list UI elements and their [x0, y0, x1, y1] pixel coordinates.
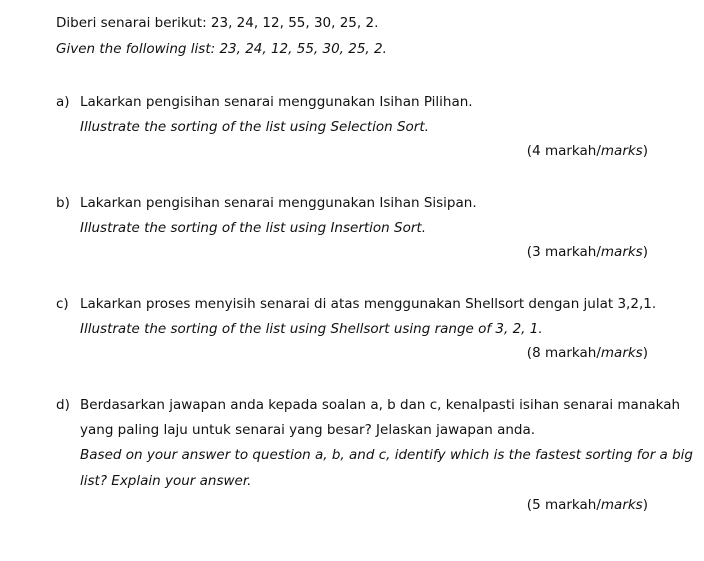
- question-a-ms: Lakarkan pengisihan senarai menggunakan Isihan Pilihan.: [80, 94, 473, 110]
- question-a-marks: (4 markah/marks): [526, 143, 648, 159]
- question-c-en: Illustrate the sorting of the list using Shellsort using range of 3, 2, 1.: [80, 321, 543, 337]
- question-b-en: Illustrate the sorting of the list using Insertion Sort.: [80, 220, 426, 236]
- question-d-en-line1: Based on your answer to question a, b, and c, identify which is the fastest sorting for a big: [80, 447, 693, 463]
- question-d-ms-line1: Berdasarkan jawapan anda kepada soalan a, b dan c, kenalpasti isihan senarai manakah: [80, 397, 681, 413]
- question-d-en-line2: list? Explain your answer.: [80, 473, 252, 489]
- question-d-marks: (5 markah/marks): [526, 497, 648, 513]
- question-c-label: c): [56, 296, 69, 312]
- intro-en: Given the following list: 23, 24, 12, 55, 30, 25, 2.: [56, 41, 387, 57]
- question-b-label: b): [56, 195, 70, 211]
- question-a-label: a): [56, 94, 70, 110]
- intro-ms: Diberi senarai berikut: 23, 24, 12, 55, 30, 25, 2.: [56, 15, 379, 31]
- question-b-marks: (3 markah/marks): [526, 244, 648, 260]
- question-a-en: Illustrate the sorting of the list using Selection Sort.: [80, 119, 429, 135]
- question-d-label: d): [56, 397, 70, 413]
- question-c-marks: (8 markah/marks): [526, 345, 648, 361]
- question-c-ms: Lakarkan proses menyisih senarai di atas menggunakan Shellsort dengan julat 3,2,1.: [80, 296, 657, 312]
- question-d-ms-line2: yang paling laju untuk senarai yang besar? Jelaskan jawapan anda.: [80, 422, 536, 438]
- question-b-ms: Lakarkan pengisihan senarai menggunakan Isihan Sisipan.: [80, 195, 477, 211]
